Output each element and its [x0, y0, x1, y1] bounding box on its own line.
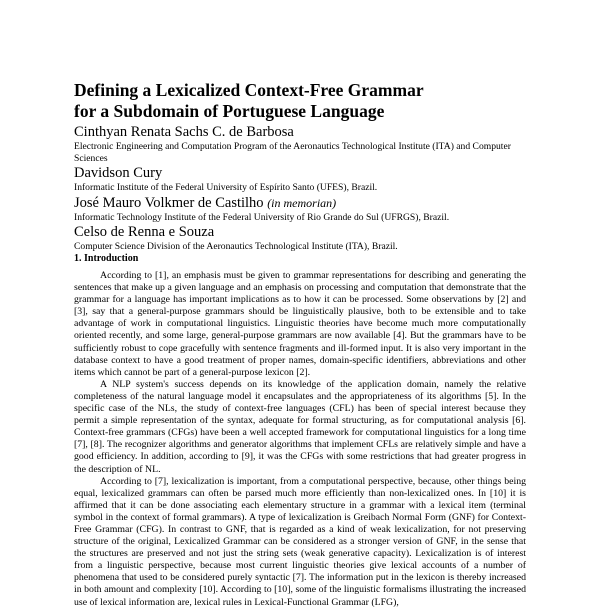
author-name: José Mauro Volkmer de Castilho (in memorian) — [74, 194, 337, 211]
author-block — [74, 224, 544, 253]
author-name: Celso de Renna e Souza — [74, 224, 215, 240]
title-line-2: for a Subdomain of Portuguese Language — [74, 101, 385, 121]
author-affiliation: Electronic Engineering and Computation Program of the Aeronautics Technological Institute (ITA) and Computer Sciences — [74, 141, 511, 164]
author-name: Davidson Cury — [74, 165, 163, 181]
author-note: (in memorian) — [267, 195, 337, 210]
paragraph: A NLP system's success depends on its knowledge of the application domain, namely the relative completeness of the natural language model it encapsulates and the appropriateness of its algorithms [5]. In the specific case of the NLs, the study of context-free languages (CFL) has been of special interest because they permit a simple representation of the syntax, adequate for formal structuring, as for computational analysis [6]. Context-free grammars (CFGs) have been a well accepted framework for computational linguistics for a long time [7], [8]. The recognizer algorithms and generator algorithms that implement CFLs are relatively simple and have a good efficiency. In addition, according to [9], it was the CFGs with some restrictions that had greater progress in the description of NL. — [74, 378, 526, 475]
paragraph: According to [1], an emphasis must be given to grammar representations for describing and generating the sentences that make up a given language and an emphasis on processing and computation that demonstrate that the grammar for a language has important implications as to how it can be processed. Some observations by [2] and [3], say that a general-purpose grammars should be linguistically plausive, both to be extensible and to take advantage of work in computational linguistics. Linguistic theories have become much more computationally oriented recently, and some large, general-purpose grammars are now available [4]. But the grammars have to be sufficiently robust to cope gracefully with sentence fragments and ill-formed input. It is also very important in the database context to have a good treatment of proper names, domain-specific identifiers, abbreviations and other items which cannot be part of a general-purpose lexicon [2]. — [74, 270, 526, 378]
section-heading-introduction: 1. Introduction — [74, 253, 139, 264]
paragraph: According to [7], lexicalization is important, from a computational perspective, because, other things being equal, lexicalized grammars can often be parsed much more efficiently than non-lexicalized ones. In [10] it is affirmed that it can be done associating each elementary structure in a grammar with a lexical item (terminal symbol in the context of formal grammars). A type of lexicalization is Greibach Normal Form (GNF) for Context-Free Grammar (CFG). In contrast to GNF, that is regarded as a kind of weak lexicalization, for not preserving structure of the original, Lexicalized Grammar can be considered as a stronger version of GNF, in the sense that the structures are preserved and not just the string sets (weak generative capacity). Lexicalization is of interest from a linguistic perspective, because most current linguistic theories give lexical accounts of a number of phenomena that used to be considered purely syntactic [7]. The information put in the lexicon is thereby increased in both amount and complexity [10]. According to [10], some of the linguistic formalisms illustrating the increased use of lexical information are, lexical rules in Lexical-Functional Grammar (LFG), — [74, 475, 526, 608]
title-line-1: Defining a Lexicalized Context-Free Grammar — [74, 80, 424, 100]
paper-title — [74, 80, 534, 122]
author-affiliation: Informatic Technology Institute of the Federal University of Rio Grande do Sul (UFRGS), Brazil. — [74, 211, 450, 223]
author-name: Cinthyan Renata Sachs C. de Barbosa — [74, 124, 294, 140]
author-affiliation: Computer Science Division of the Aeronautics Technological Institute (ITA), Brazil. — [74, 241, 398, 252]
author-block — [74, 195, 544, 224]
author-block — [74, 124, 544, 164]
author-block — [74, 165, 544, 194]
author-list — [74, 124, 544, 254]
body-text — [74, 270, 526, 609]
author-affiliation: Informatic Institute of the Federal University of Espírito Santo (UFES), Brazil. — [74, 182, 378, 193]
